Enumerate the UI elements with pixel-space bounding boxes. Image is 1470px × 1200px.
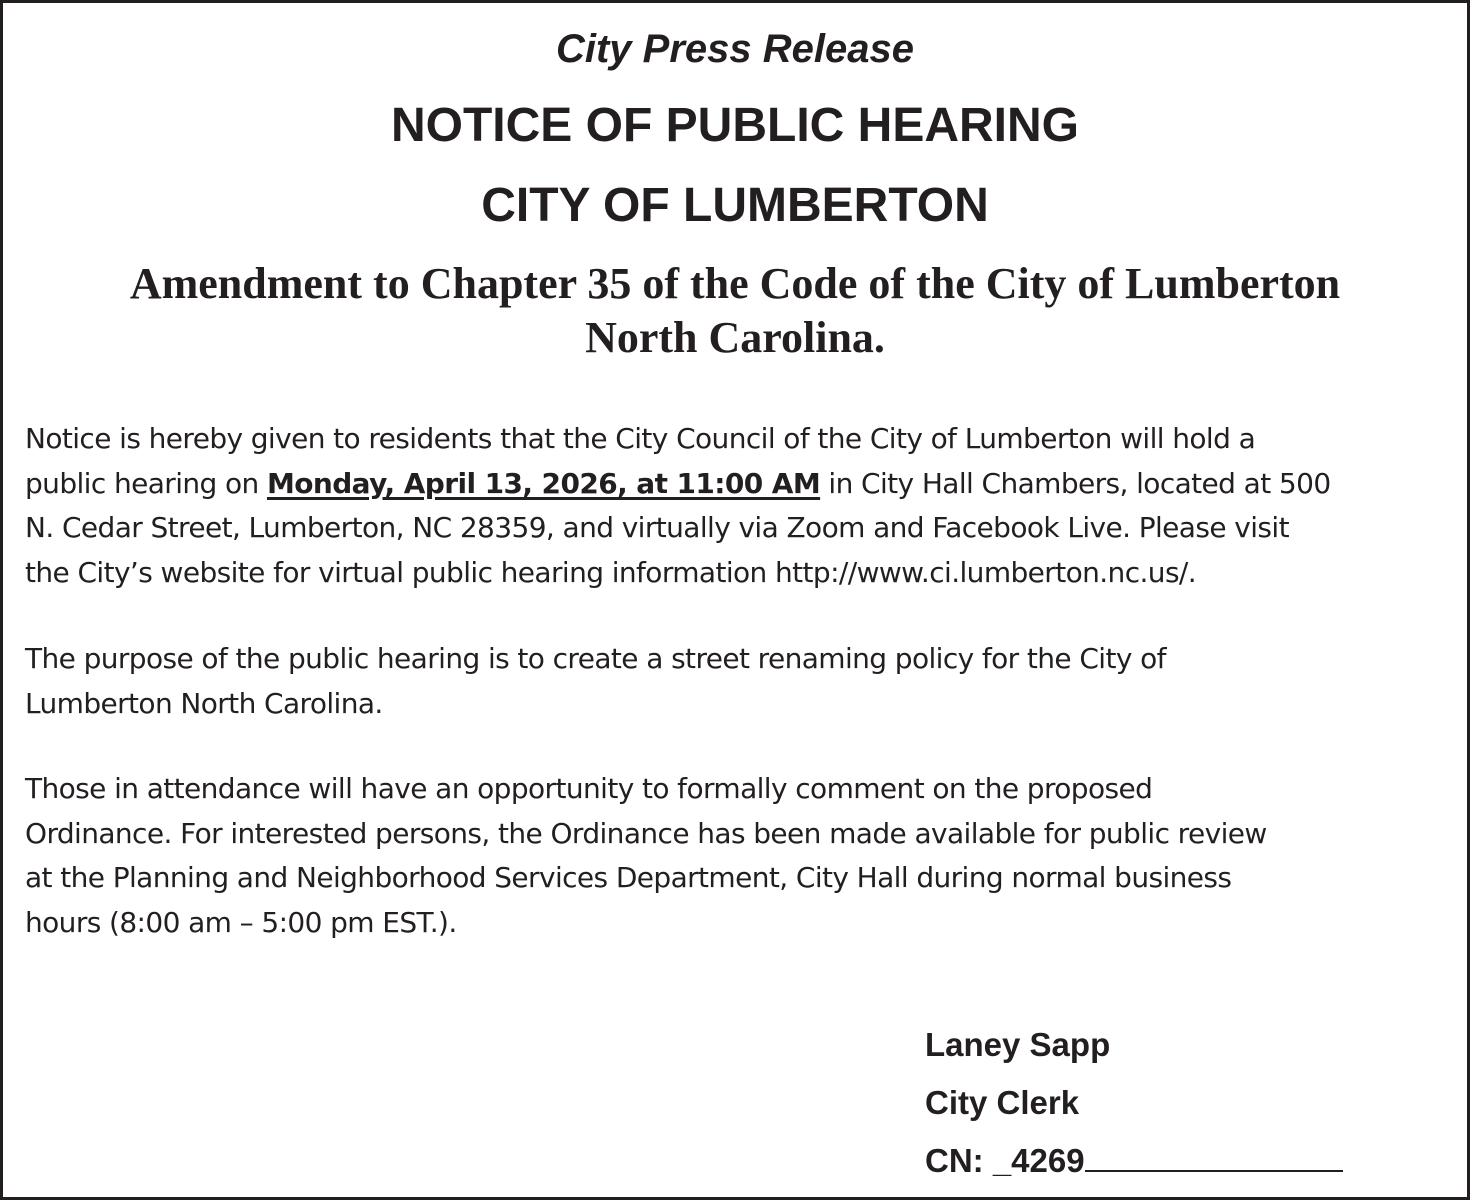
notice-title: NOTICE OF PUBLIC HEARING — [390, 99, 1079, 152]
amendment-subtitle-line-2: North Carolina. — [585, 313, 885, 362]
paragraph-line: Notice is hereby given to residents that the City Council of the City of Lumberton will hold a — [25, 422, 1256, 455]
paragraph-line: Lumberton North Carolina. — [25, 686, 383, 720]
amendment-subtitle — [63, 257, 1407, 365]
signatory-name: Laney Sapp — [925, 1026, 1111, 1063]
paragraph-line: at the Planning and Neighborhood Services Department, City Hall during normal business — [25, 861, 1232, 894]
paragraph-line: the City’s website for virtual public hearing information http://www.ci.lumberton.nc.us/. — [25, 555, 1197, 589]
paragraph-line: Those in attendance will have an opportunity to formally comment on the proposed — [25, 772, 1153, 805]
cn-label: CN: _4269 — [925, 1142, 1085, 1179]
city-name-heading: CITY OF LUMBERTON — [481, 179, 989, 232]
paragraph-text: in City Hall Chambers, located at 500 — [820, 466, 1331, 500]
press-release-kicker: City Press Release — [555, 27, 914, 71]
paragraph-line: The purpose of the public hearing is to create a street renaming policy for the City of — [25, 642, 1166, 675]
cn-number — [925, 1139, 1343, 1197]
signatory-title: City Clerk — [925, 1084, 1080, 1121]
paragraph-line: hours (8:00 am – 5:00 pm EST.). — [25, 905, 457, 939]
amendment-subtitle-line-1: Amendment to Chapter 35 of the Code of the City of Lumberton — [129, 259, 1341, 308]
paragraph-text: public hearing on — [25, 466, 267, 500]
signature-block — [925, 1023, 1343, 1197]
paragraph-line: N. Cedar Street, Lumberton, NC 28359, and virtually via Zoom and Facebook Live. Please visit — [25, 511, 1289, 544]
hearing-notice-paragraph — [25, 417, 1445, 595]
paragraph-line — [25, 462, 1445, 507]
paragraph-line: Ordinance. For interested persons, the Ordinance has been made available for public review — [25, 816, 1267, 850]
purpose-paragraph — [25, 637, 1445, 726]
hearing-date-time: Monday, April 13, 2026, at 11:00 AM — [266, 466, 821, 500]
attendance-paragraph — [25, 767, 1445, 945]
cn-blank-line — [1085, 1140, 1343, 1172]
